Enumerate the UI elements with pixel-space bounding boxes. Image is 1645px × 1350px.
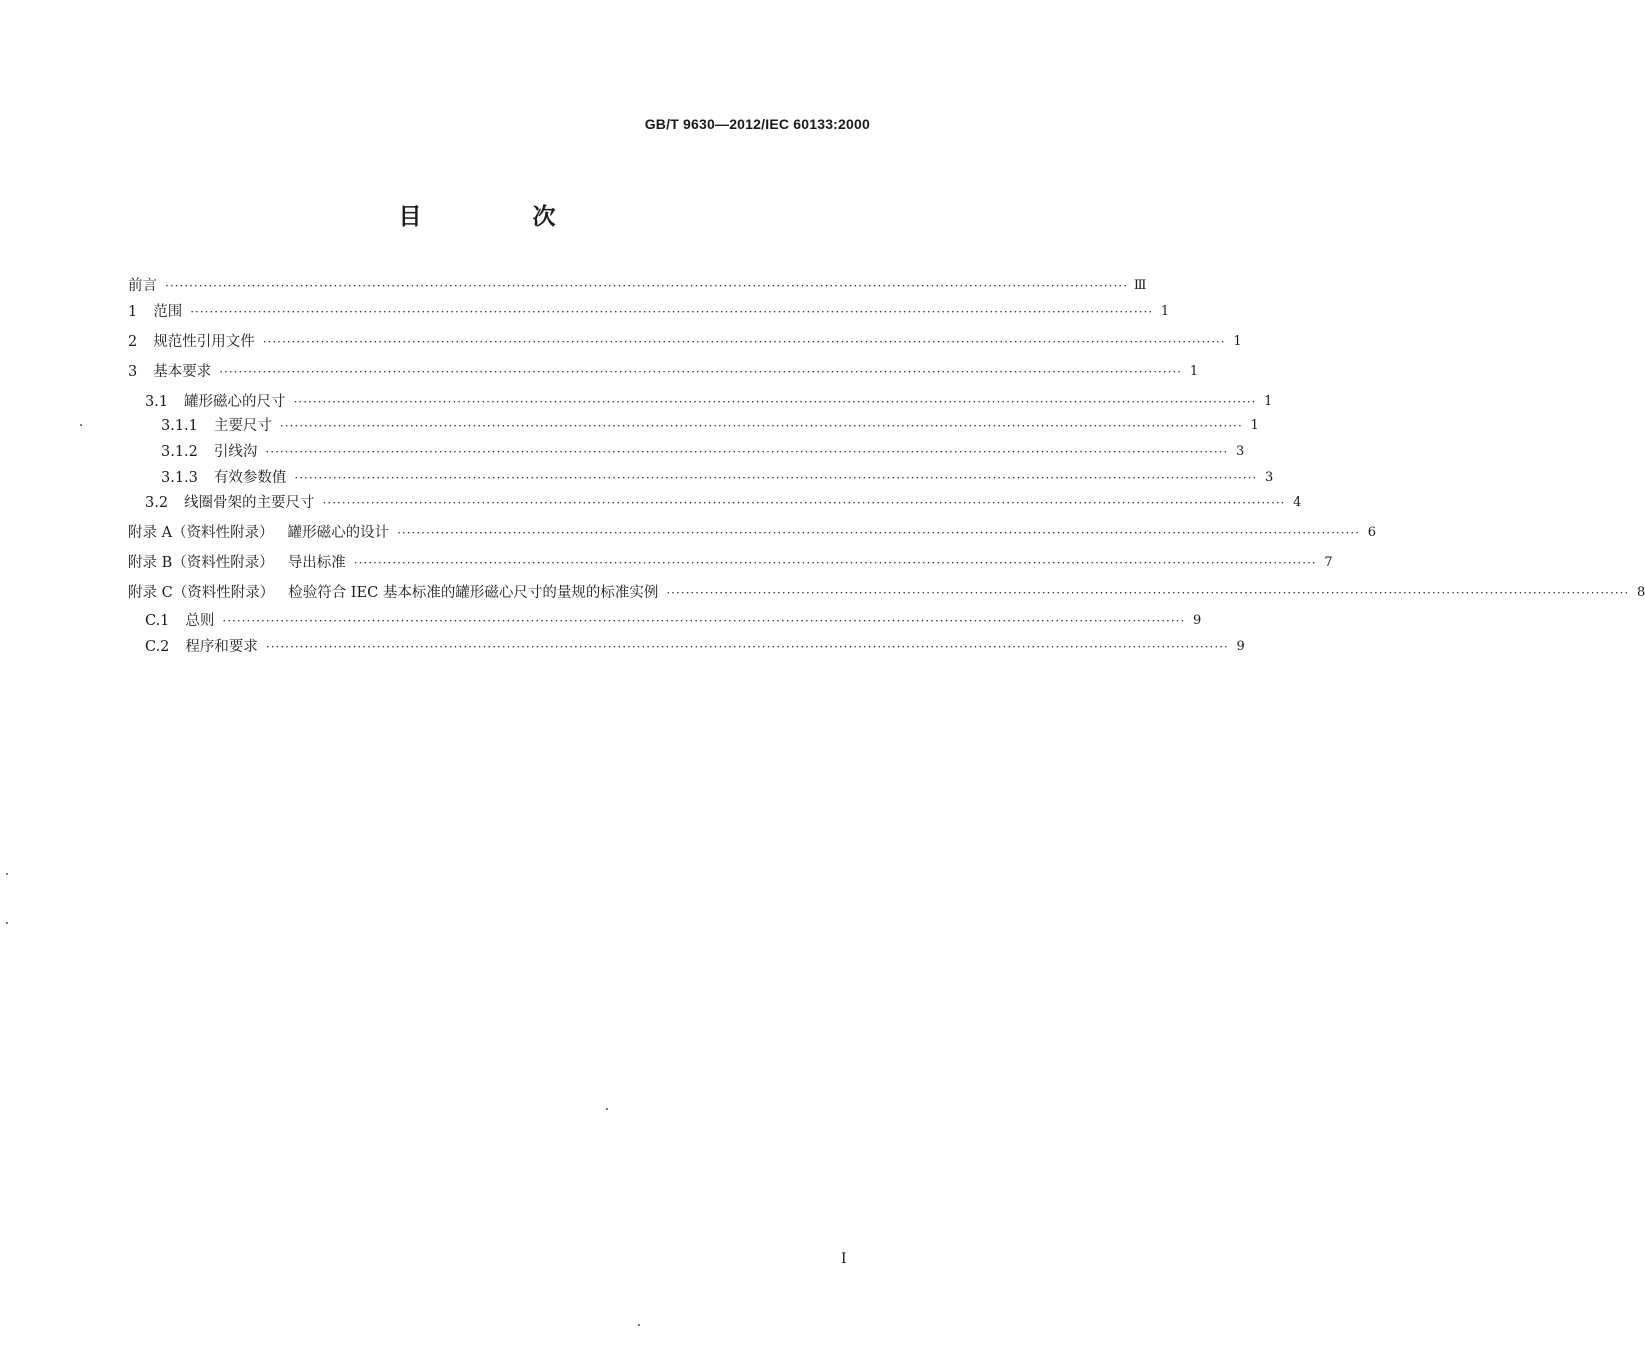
toc-entry-number: 附录 B（资料性附录） <box>128 555 274 571</box>
toc-entry-page: 1 <box>1264 394 1273 409</box>
toc-entry <box>128 636 1245 658</box>
toc-leader-dots: ········································································································································································································ <box>219 365 1183 379</box>
toc-entry-page: 3 <box>1265 470 1274 485</box>
toc-entry-page: 9 <box>1193 613 1202 628</box>
toc-entry-label: 有效参数值 <box>213 470 287 486</box>
scan-speck <box>6 922 8 924</box>
toc-entry-label: 罐形磁心的设计 <box>287 525 390 541</box>
toc-entry <box>128 492 1302 514</box>
page-number: Ⅰ <box>841 1251 847 1267</box>
toc-leader-dots: ········································································································································································································ <box>353 556 1317 570</box>
toc-leader-dots: ········································································································································································································ <box>165 279 1128 293</box>
toc-leader-dots: ········································································································································································································ <box>190 305 1154 319</box>
toc-entry-number: 3 <box>128 364 138 380</box>
toc-entry-label: 主要尺寸 <box>213 418 272 434</box>
toc-leader-dots: ········································································································································································································ <box>397 526 1360 540</box>
toc-entry <box>128 441 1245 463</box>
toc-entry-number: C.2 <box>145 639 170 655</box>
toc-entry-label: 范围 <box>153 304 183 320</box>
toc-leader-dots: ········································································································································································································ <box>293 395 1257 409</box>
toc-entry-label: 线圈骨架的主要尺寸 <box>184 495 315 511</box>
toc-entry <box>128 301 1170 323</box>
toc-entry <box>128 522 1376 544</box>
toc-entry-label: 导出标准 <box>287 555 346 571</box>
toc-entry-number: 3.1.3 <box>161 470 198 486</box>
toc-entry-label: 规范性引用文件 <box>153 334 255 350</box>
toc-entry-page: 1 <box>1233 334 1242 349</box>
toc-leader-dots: ········································································································································································································ <box>294 471 1258 485</box>
toc-leader-dots: ········································································································································································································ <box>265 640 1229 654</box>
toc-entry-label: 引线沟 <box>213 444 258 460</box>
toc-title: 目 次 <box>398 203 600 230</box>
toc-entry <box>128 275 1147 297</box>
scan-speck <box>80 424 82 426</box>
toc-entry <box>128 415 1259 437</box>
toc-entry-page: 1 <box>1189 364 1199 379</box>
toc-entry-page: 1 <box>1160 304 1170 319</box>
toc-entry-number: 3.1 <box>145 394 169 410</box>
toc-entry-number: 3.1.1 <box>161 418 198 434</box>
toc-leader-dots: ········································································································································································································ <box>222 614 1186 628</box>
toc-entry-label: 基本要求 <box>153 364 212 380</box>
toc-entry <box>128 552 1333 574</box>
toc-entry <box>128 361 1199 383</box>
toc-entry-number: 3.2 <box>145 495 169 511</box>
toc-entry-page: 3 <box>1236 444 1245 459</box>
toc-entry-number: 附录 C（资料性附录） <box>128 585 275 601</box>
toc-entry <box>128 467 1274 489</box>
toc-leader-dots: ········································································································································································································ <box>666 586 1630 600</box>
scan-speck <box>6 873 8 875</box>
toc-entry-page: 4 <box>1293 495 1302 510</box>
toc-entry-label: 检验符合 IEC 基本标准的罐形磁心尺寸的量规的标准实例 <box>288 585 659 601</box>
toc-entry-number: C.1 <box>145 613 170 629</box>
toc-entry-number: 附录 A（资料性附录） <box>128 525 274 541</box>
toc-entry-page: 6 <box>1367 525 1376 540</box>
toc-entry <box>128 582 1645 604</box>
toc-entry-number: 3.1.2 <box>161 444 198 460</box>
toc-leader-dots: ········································································································································································································ <box>322 496 1286 510</box>
toc-entry-page: 9 <box>1236 639 1245 654</box>
standard-code: GB/T 9630—2012/IEC 60133:2000 <box>644 116 870 132</box>
toc-entry-number: 1 <box>128 304 138 320</box>
toc-entry-label: 前言 <box>128 278 157 294</box>
toc-entry <box>128 610 1202 632</box>
toc-entry <box>128 391 1273 413</box>
toc-leader-dots: ········································································································································································································ <box>262 335 1226 349</box>
scan-speck <box>606 1108 608 1110</box>
toc-leader-dots: ········································································································································································································ <box>265 445 1229 459</box>
toc-entry-number: 2 <box>128 334 138 350</box>
toc-entry-page: 1 <box>1250 418 1259 433</box>
toc-entry-label: 程序和要求 <box>185 639 258 655</box>
scan-speck <box>638 1324 640 1326</box>
toc-entry-page: 8 <box>1636 585 1645 600</box>
toc-entry-page: Ⅲ <box>1133 278 1147 293</box>
toc-entry-label: 罐形磁心的尺寸 <box>184 394 286 410</box>
toc-leader-dots: ········································································································································································································ <box>279 419 1243 433</box>
toc-entry-page: 7 <box>1324 555 1333 570</box>
toc-entry-label: 总则 <box>185 613 215 629</box>
toc-entry <box>128 331 1242 353</box>
